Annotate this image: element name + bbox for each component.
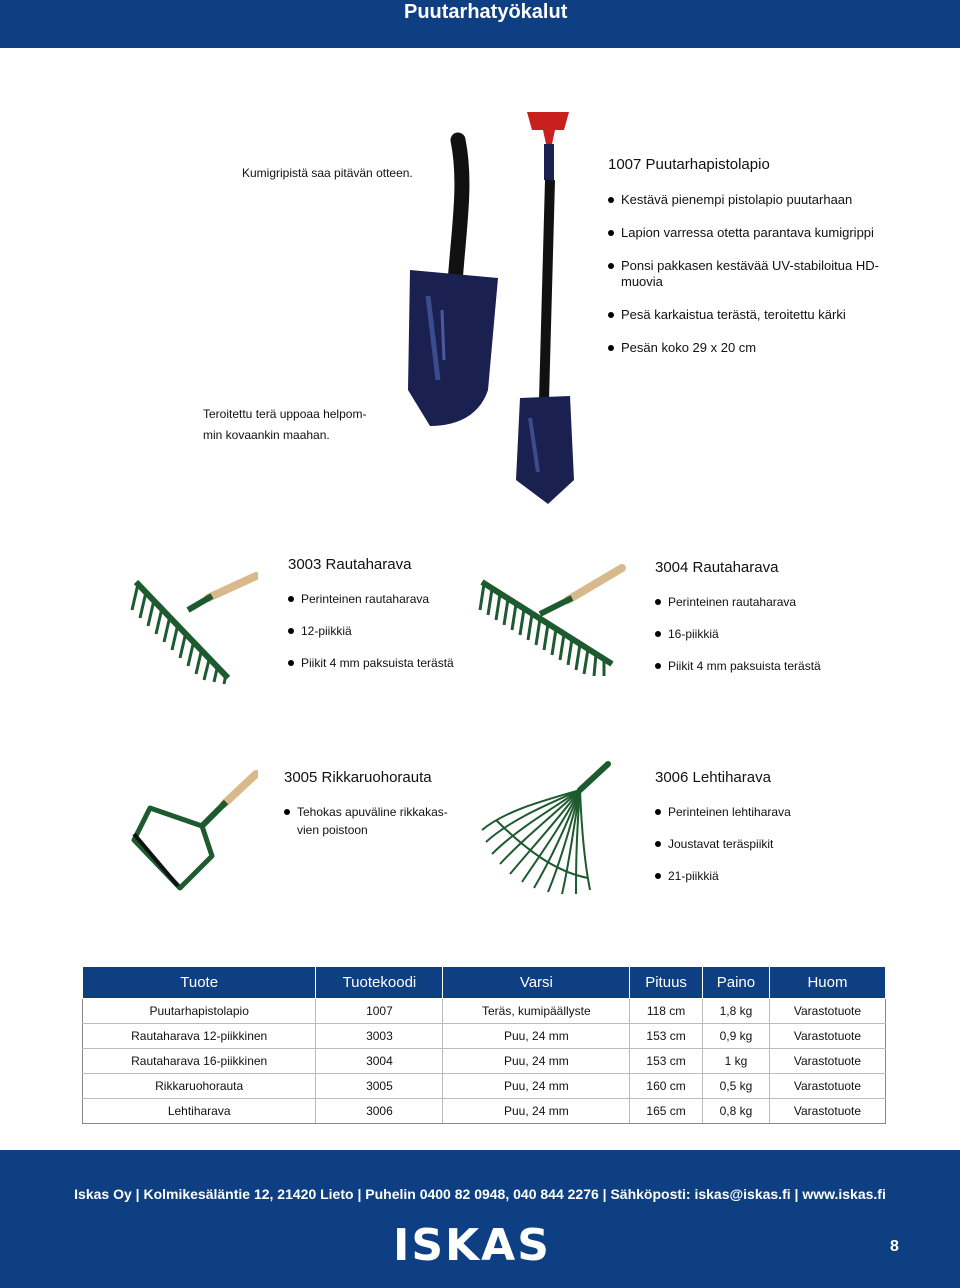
table-cell: 3003 [316,1024,443,1049]
page-title: Puutarhatyökalut [404,1,568,23]
table-cell: 160 cm [630,1074,703,1099]
feature-item: Kestävä pienempi pistolapio puutarhaan [608,192,908,208]
iskas-logo: ISKAS [393,1220,551,1271]
column-header: Varsi [443,967,630,999]
rake-3004-image [476,560,626,680]
table-cell: Varastotuote [769,1024,885,1049]
product-title-1007: 1007 Puutarhapistolapio [608,156,770,173]
table-cell: Puu, 24 mm [443,1074,630,1099]
table-cell: Varastotuote [769,1099,885,1124]
table-cell: 0,5 kg [702,1074,769,1099]
feature-item: Perinteinen rautaharava [655,593,885,611]
feature-item: Joustavat teräspiikit [655,835,885,853]
table-cell: Puutarhapistolapio [83,999,316,1024]
blade-caption-line: min kovaankin maahan. [203,428,330,442]
column-header: Tuote [83,967,316,999]
table-cell: 1,8 kg [702,999,769,1024]
table-cell: 0,8 kg [702,1099,769,1124]
table-row [83,1099,886,1124]
blade-caption [203,404,366,446]
feature-item: Piikit 4 mm paksuista terästä [655,657,885,675]
table-cell: Rautaharava 12-piikkinen [83,1024,316,1049]
table-cell: 165 cm [630,1099,703,1124]
feature-list-1007 [608,192,908,373]
rake-3003-image [128,570,258,685]
hoe-3005-image [128,770,258,900]
feature-item: 16-piikkiä [655,625,885,643]
column-header: Huom [769,967,885,999]
table-cell: 118 cm [630,999,703,1024]
feature-item: Perinteinen lehtiharava [655,803,885,821]
table-row [83,1074,886,1099]
table-cell: 3006 [316,1099,443,1124]
product-spec-table [82,966,886,1124]
feature-item: Perinteinen rautaharava [288,590,518,608]
feature-item: Piikit 4 mm paksuista terästä [288,654,518,672]
product-title-3004: 3004 Rautaharava [655,559,779,576]
leaf-rake-3006-image [476,760,616,900]
table-cell: Varastotuote [769,1074,885,1099]
table-row [83,1049,886,1074]
table-cell: 0,9 kg [702,1024,769,1049]
footer-contact: Iskas Oy | Kolmikesäläntie 12, 21420 Lieto | Puhelin 0400 82 0948, 040 844 2276 | Sähköposti: iskas@iskas.fi | www.iskas.fi [74,1186,886,1202]
feature-list-3005 [284,803,454,853]
column-header: Tuotekoodi [316,967,443,999]
feature-item: Pesän koko 29 x 20 cm [608,340,908,356]
feature-item: Pesä karkaistua terästä, teroitettu kärki [608,307,908,323]
table-cell: Teräs, kumipäällyste [443,999,630,1024]
table-cell: 153 cm [630,1024,703,1049]
table-cell: 3004 [316,1049,443,1074]
product-title-3005: 3005 Rikkaruohorauta [284,769,432,786]
table-cell: Varastotuote [769,1049,885,1074]
table-row [83,999,886,1024]
table-cell: Puu, 24 mm [443,1099,630,1124]
feature-item: Lapion varressa otetta parantava kumigrippi [608,225,908,241]
table-header-row [83,967,886,999]
table-cell: Puu, 24 mm [443,1024,630,1049]
table-cell: 1 kg [702,1049,769,1074]
table-cell: 153 cm [630,1049,703,1074]
blade-caption-line: Teroitettu terä uppoaa helpom- [203,407,367,421]
feature-list-3006 [655,803,885,899]
product-title-3003: 3003 Rautaharava [288,556,412,573]
page-number: 8 [890,1238,899,1255]
grip-caption: Kumigripistä saa pitävän otteen. [242,166,413,180]
table-row [83,1024,886,1049]
column-header: Pituus [630,967,703,999]
column-header: Paino [702,967,769,999]
table-cell: 3005 [316,1074,443,1099]
feature-list-3004 [655,593,885,689]
table-cell: Varastotuote [769,999,885,1024]
feature-item: 21-piikkiä [655,867,885,885]
product-title-3006: 3006 Lehtiharava [655,769,771,786]
table-cell: Puu, 24 mm [443,1049,630,1074]
table-cell: Rikkaruohorauta [83,1074,316,1099]
feature-item: Tehokas apuväline rikkakas-vien poistoon [284,803,454,839]
feature-item: 12-piikkiä [288,622,518,640]
table-cell: Lehtiharava [83,1099,316,1124]
spade-image [380,100,600,510]
feature-item: Ponsi pakkasen kestävää UV-stabiloitua HD-muovia [608,258,908,290]
table-cell: 1007 [316,999,443,1024]
table-cell: Rautaharava 16-piikkinen [83,1049,316,1074]
